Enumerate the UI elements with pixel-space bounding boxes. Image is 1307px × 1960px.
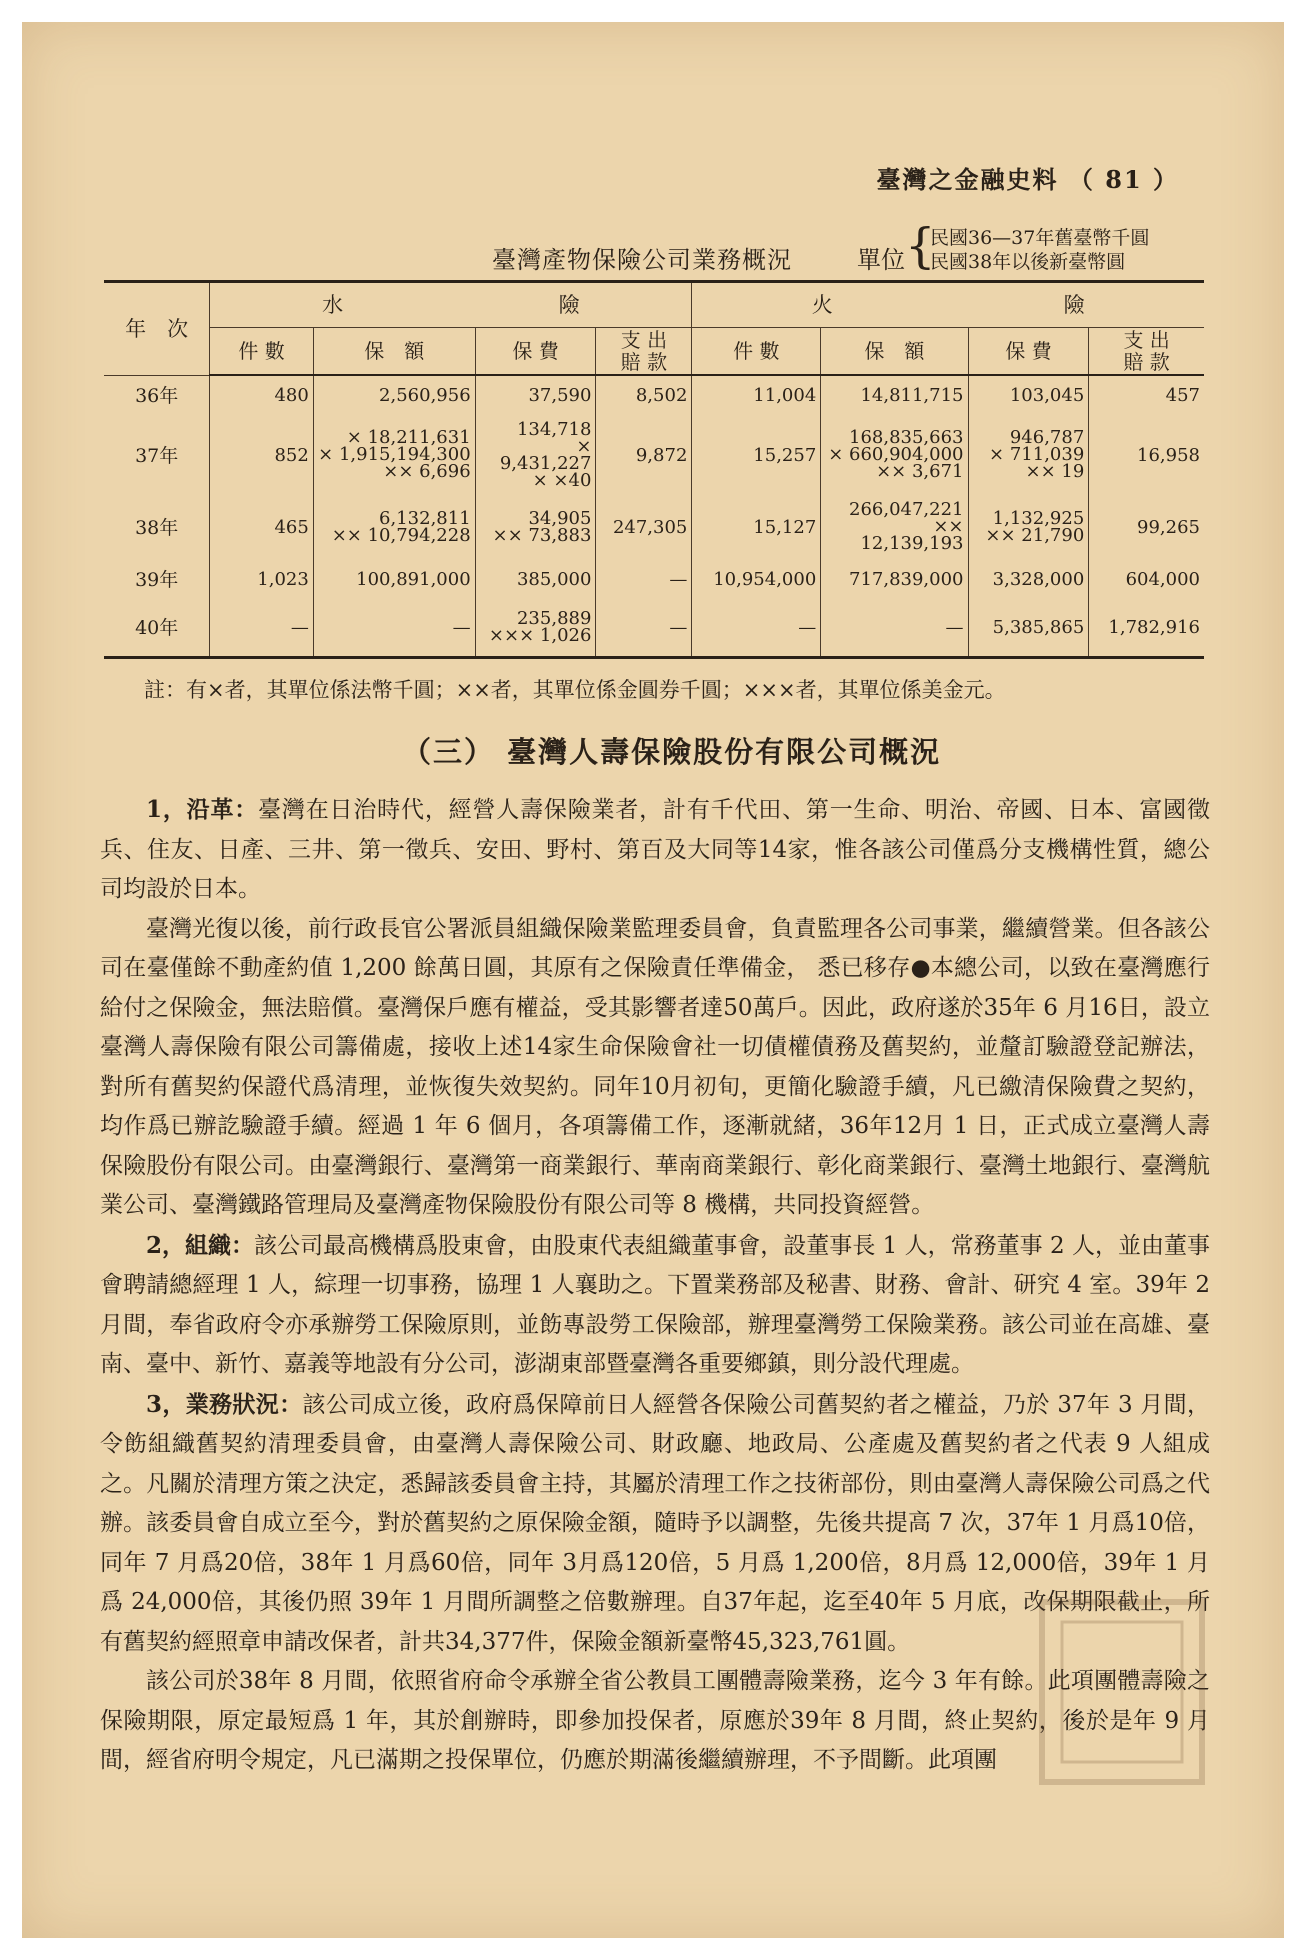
year-cell: 36年 xyxy=(104,375,210,416)
f-amount-cell xyxy=(821,496,968,560)
cell-value: 852 xyxy=(274,445,309,466)
m-amount-cell xyxy=(313,560,475,600)
table-note: 註：有×者，其單位係法幣千圓；××者，其單位係金圓券千圓；×××者，其單位係美金元。 xyxy=(144,678,1006,702)
m-claims-cell xyxy=(596,416,692,496)
fire-claims-header-bottom: 賠 款 xyxy=(1123,350,1170,374)
cell-value: 2,560,956 xyxy=(379,385,471,406)
cell-value: 1,023 xyxy=(257,569,309,590)
m-count-cell xyxy=(210,560,314,600)
paragraph xyxy=(100,1226,1210,1385)
cell-value: ×× 19 xyxy=(1025,461,1085,482)
table-row xyxy=(104,600,1204,658)
unit-label: 單位 xyxy=(857,246,905,274)
f-premium-cell xyxy=(968,560,1089,600)
fire-header-char-1: 火 xyxy=(811,293,833,317)
f-claims-cell xyxy=(1089,416,1204,496)
cell-value: ×× 12,139,193 xyxy=(860,516,964,554)
m-claims-cell xyxy=(596,496,692,560)
cell-value: 15,127 xyxy=(753,517,817,538)
cell-value: ×× 21,790 xyxy=(985,524,1085,546)
m-premium-cell xyxy=(475,560,596,600)
cell-value: 99,265 xyxy=(1137,517,1200,538)
cell-value: × 18,211,631 xyxy=(346,427,471,448)
cell-value: 168,835,663 xyxy=(849,427,964,448)
marine-group-header xyxy=(210,282,692,328)
f-amount-cell xyxy=(821,375,968,416)
year-header: 年 次 xyxy=(104,282,210,376)
marine-count-header: 件 數 xyxy=(210,328,314,376)
cell-value: 11,004 xyxy=(753,385,817,406)
running-head: 臺灣之金融史料 （ 81 ） xyxy=(876,165,1179,194)
m-claims-cell xyxy=(596,560,692,600)
paragraph-text: 臺灣光復以後，前行政長官公署派員組織保險業監理委員會，負責監理各公司事業，繼續營業。但各該公司在臺僅餘不動產約值 1,200 餘萬日圓，其原有之保險責任準備金， 悉已移存●本總公司，以致在臺灣應行給付之保險金，無法賠償。臺灣保戶應有權益，受其影響者達50萬戶。因此，政府遂於35年 6 月16日，設立臺灣人壽保險有限公司籌備處，接收上述14家生命保險會社一切債權債務及舊契約，並釐訂驗證登記辦法，對所有舊契約保證代爲清理，並恢復失效契約。同年10月初旬，更簡化驗證手續，凡已繳清保險費之契約，均作爲已辦訖驗證手續。經過 1 年 6 個月，各項籌備工作，逐漸就緒，36年12月 1 日，正式成立臺灣人壽保險股份有限公司。由臺灣銀行、臺灣第一商業銀行、華南商業銀行、彰化商業銀行、臺灣土地銀行、臺灣航業公司、臺灣鐵路管理局及臺灣產物保險股份有限公司等 8 機構，共同投資經營。 xyxy=(100,915,1210,1218)
cell-value: 946,787 xyxy=(1009,427,1085,448)
year-cell: 37年 xyxy=(104,416,210,496)
f-count-cell xyxy=(692,600,821,658)
marine-claims-header-bottom: 賠 款 xyxy=(620,350,668,374)
library-stamp-watermark-icon xyxy=(1032,1592,1212,1792)
cell-value: 9,872 xyxy=(635,445,688,466)
cell-value: 1,132,925 xyxy=(992,507,1085,529)
cell-value: 385,000 xyxy=(516,569,592,590)
cell-value: 247,305 xyxy=(612,517,688,538)
cell-value: × 1,915,194,300 xyxy=(318,444,471,465)
f-premium-cell xyxy=(968,600,1089,658)
year-cell: 39年 xyxy=(104,560,210,600)
cell-value: 480 xyxy=(274,385,309,406)
fire-claims-header xyxy=(1089,328,1204,376)
marine-header-char-2: 險 xyxy=(558,293,580,317)
m-claims-cell xyxy=(596,375,692,416)
m-premium-cell xyxy=(475,416,596,496)
table-title: 臺灣產物保險公司業務概況 xyxy=(492,246,792,274)
marine-header-char-1: 水 xyxy=(322,293,344,317)
cell-value: × 660,904,000 xyxy=(828,444,964,465)
unit-line-1: 民國36—37年舊臺幣千圓 xyxy=(930,227,1150,249)
year-cell: 38年 xyxy=(104,496,210,560)
cell-value: 604,000 xyxy=(1125,569,1200,590)
paragraph-lead: 3，業務狀況： xyxy=(146,1390,303,1418)
table-row xyxy=(104,496,1204,560)
cell-value: 37,590 xyxy=(528,385,592,406)
cell-value: 235,889 xyxy=(516,607,592,629)
cell-value: ××× 1,026 xyxy=(488,624,592,646)
cell-value: 134,718 xyxy=(516,418,592,440)
fire-premium-header: 保 費 xyxy=(968,328,1089,376)
cell-value: 103,045 xyxy=(1009,385,1085,406)
marine-claims-header-top: 支 出 xyxy=(620,328,668,352)
cell-value: × ×40 xyxy=(532,469,592,491)
fire-header-char-2: 險 xyxy=(1063,293,1085,317)
f-amount-cell xyxy=(821,416,968,496)
insurance-stats-table xyxy=(104,280,1204,659)
cell-value: — xyxy=(945,617,964,638)
f-claims-cell xyxy=(1089,375,1204,416)
cell-value: 3,328,000 xyxy=(992,569,1085,590)
f-claims-cell xyxy=(1089,560,1204,600)
fire-count-header: 件 數 xyxy=(692,328,821,376)
cell-value: 100,891,000 xyxy=(356,569,471,590)
cell-value: 266,047,221 xyxy=(849,499,964,520)
marine-claims-header xyxy=(596,328,692,376)
cell-value: 16,958 xyxy=(1137,445,1200,466)
m-amount-cell xyxy=(313,375,475,416)
m-claims-cell xyxy=(596,600,692,658)
f-count-cell xyxy=(692,416,821,496)
fire-claims-header-top: 支 出 xyxy=(1123,328,1170,352)
paragraph-text: 臺灣在日治時代，經營人壽保險業者，計有千代田、第一生命、明治、帝國、日本、富國徵兵、住友、日產、三井、第一徵兵、安田、野村、第百及大同等14家，惟各該公司僅爲分支機構性質，總公司均設於日本。 xyxy=(100,797,1210,902)
f-premium-cell xyxy=(968,496,1089,560)
cell-value: × 711,039 xyxy=(989,444,1085,465)
cell-value: 8,502 xyxy=(635,385,688,406)
m-amount-cell xyxy=(313,496,475,560)
f-claims-cell xyxy=(1089,600,1204,658)
f-amount-cell xyxy=(821,600,968,658)
cell-value: 717,839,000 xyxy=(849,569,964,590)
m-premium-cell xyxy=(475,496,596,560)
cell-value: 465 xyxy=(274,517,309,538)
cell-value: 10,954,000 xyxy=(713,569,817,590)
document-page xyxy=(22,22,1284,1938)
table-row xyxy=(104,560,1204,600)
marine-amount-header: 保 額 xyxy=(313,328,475,376)
cell-value: 6,132,811 xyxy=(379,507,471,529)
cell-value: — xyxy=(669,569,688,590)
cell-value: 1,782,916 xyxy=(1108,617,1200,638)
f-count-cell xyxy=(692,375,821,416)
paragraph-text: 該公司於38年 8 月間，依照省府命令承辦全省公教員工團體壽險業務，迄今 3 年有餘。此項團體壽險之保險期限，原定最短爲 1 年，其於創辦時，即參加投保者，原應於39年 8 月間，終止契約，後於是年 9 月間，經省府明令規定，凡已滿期之投保單位，仍應於期滿後繼續辦理，不予間斷。此項團 xyxy=(100,1668,1210,1773)
cell-value: 15,257 xyxy=(753,445,817,466)
cell-value: — xyxy=(798,617,817,638)
marine-premium-header: 保 費 xyxy=(475,328,596,376)
m-count-cell xyxy=(210,416,314,496)
m-amount-cell xyxy=(313,600,475,658)
table-row xyxy=(104,375,1204,416)
m-amount-cell xyxy=(313,416,475,496)
paragraph xyxy=(100,910,1210,1226)
cell-value: 5,385,865 xyxy=(992,617,1085,638)
fire-amount-header: 保 額 xyxy=(821,328,968,376)
cell-value: 457 xyxy=(1165,385,1200,406)
cell-value: — xyxy=(290,617,309,638)
paragraph-text: 該公司成立後，政府爲保障前日人經營各保險公司舊契約者之權益，乃於 37年 3 月間，令飭組織舊契約清理委員會，由臺灣人壽保險公司、財政廳、地政局、公產處及舊契約者之代表 9 人組成之。凡關於清理方策之決定，悉歸該委員會主持，其屬於清理工作之技術部份，則由臺灣人壽保險公司爲之代辦。該委員會自成立至今，對於舊契約之原保險金額，隨時予以調整，先後共提高 7 次，37年 1 月爲10倍，同年 7 月爲20倍，38年 1 月爲60倍，同年 3月爲120倍，5 月爲 1,200倍，8月爲 12,000倍，39年 1 月爲 24,000倍，其後仍照 39年 1 月間所調整之倍數辦理。自37年起，迄至40年 5 月底，改保期限截止，所有舊契約經照章申請改保者，計共34,377件，保險金額新臺幣45,323,761圓。 xyxy=(100,1391,1210,1655)
unit-lines xyxy=(930,226,1149,274)
f-premium-cell xyxy=(968,416,1089,496)
f-claims-cell xyxy=(1089,496,1204,560)
m-premium-cell xyxy=(475,375,596,416)
unit-line-2: 民國38年以後新臺幣圓 xyxy=(930,251,1126,273)
cell-value: × 9,431,227 xyxy=(499,435,592,474)
table-row xyxy=(104,416,1204,496)
m-count-cell xyxy=(210,600,314,658)
paragraph-text: 該公司最高機構爲股東會，由股東代表組織董事會，設董事長 1 人，常務董事 2 人，並由董事會聘請總經理 1 人，綜理一切事務，協理 1 人襄助之。下置業務部及秘書、財務、會計、研究 4 室。39年 2 月間，奉省政府令亦承辦勞工保險原則，並飭專設勞工保險部，辦理臺灣勞工保險業務。該公司並在高雄、臺南、臺中、新竹、嘉義等地設有分公司，澎湖東部暨臺灣各重要鄉鎮，則分設代理處。 xyxy=(100,1232,1210,1377)
cell-value: — xyxy=(669,617,688,638)
f-amount-cell xyxy=(821,560,968,600)
m-premium-cell xyxy=(475,600,596,658)
paragraph-lead: 2，組織： xyxy=(146,1231,255,1259)
cell-value: — xyxy=(452,617,471,638)
cell-value: ×× 73,883 xyxy=(492,524,592,546)
f-count-cell xyxy=(692,496,821,560)
cell-value: 14,811,715 xyxy=(860,385,964,406)
unit-brace-icon: { xyxy=(905,218,936,274)
cell-value: ×× 3,671 xyxy=(876,461,964,482)
section-heading: （三） 臺灣人壽保險股份有限公司概況 xyxy=(402,735,942,769)
cell-value: ×× 6,696 xyxy=(383,461,471,482)
f-count-cell xyxy=(692,560,821,600)
cell-value: 34,905 xyxy=(528,507,592,529)
table-body xyxy=(104,375,1204,658)
paragraph-lead: 1，沿革： xyxy=(146,796,259,823)
cell-value: ×× 10,794,228 xyxy=(331,524,471,546)
fire-group-header xyxy=(692,282,1204,328)
f-premium-cell xyxy=(968,375,1089,416)
paragraph xyxy=(100,790,1210,910)
m-count-cell xyxy=(210,496,314,560)
m-count-cell xyxy=(210,375,314,416)
year-cell: 40年 xyxy=(104,600,210,658)
